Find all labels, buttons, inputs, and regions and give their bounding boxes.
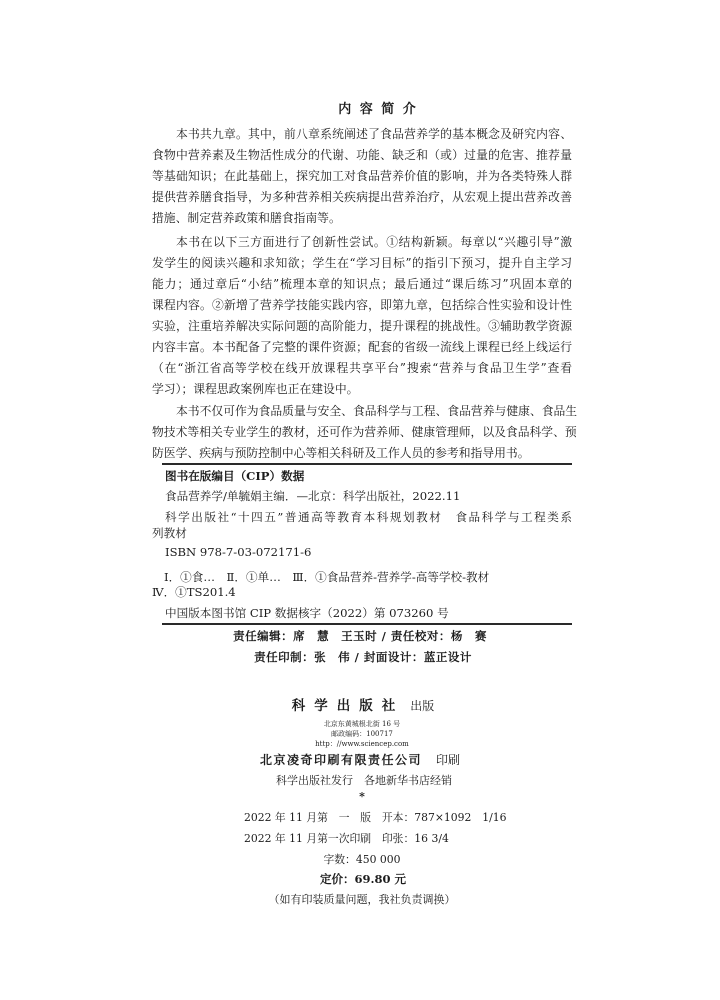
production-credits: 责任印制：张 伟 / 封面设计：蓝正设计 bbox=[254, 650, 472, 664]
separator-asterisk: * bbox=[359, 790, 365, 803]
publisher-action: 出版 bbox=[410, 699, 435, 713]
text-line: 实验，注重培养解决实际问题的高阶能力，提升课程的挑战性。③辅助教学资源 bbox=[152, 319, 572, 333]
divider-bottom bbox=[162, 623, 572, 625]
text-line: 发学生的阅读兴趣和求知欲；学生在“学习目标”的指引下预习，提升自主学习 bbox=[152, 256, 572, 270]
text-line: 本书在以下三方面进行了创新性尝试。①结构新颖。每章以“兴趣引导”激 bbox=[176, 235, 572, 249]
text-line: 物技术等相关专业学生的教材，还可作为营养师、健康管理师，以及食品科学、预 bbox=[152, 425, 577, 439]
publisher-postcode: 邮政编码：100717 bbox=[331, 730, 393, 738]
distribution-line: 科学出版社发行 各地新华书店经销 bbox=[276, 774, 452, 787]
text-line: 内容丰富。本书配备了完整的课件资源；配套的省级一流线上课程已经上线运行 bbox=[152, 340, 572, 354]
word-count: 字数：450 000 bbox=[323, 853, 401, 866]
printer-action: 印刷 bbox=[436, 753, 461, 767]
cip-number: 中国版本图书馆 CIP 数据核字（2022）第 073260 号 bbox=[165, 606, 449, 620]
cip-isbn: ISBN 978-7-03-072171-6 bbox=[165, 545, 312, 559]
text-line: 食物中营养素及生物活性成分的代谢、功能、缺乏和（或）过量的危害、推荐量 bbox=[152, 148, 572, 162]
summary-paragraph-3 bbox=[152, 401, 578, 464]
text-line: 防医学、疾病与预防控制中心等相关科研及工作人员的参考和指导用书。 bbox=[152, 446, 530, 460]
publisher-logo: 科学出版社 bbox=[291, 698, 405, 714]
text-line: （在“浙江省高等学校在线开放课程共享平台”搜索“营养与食品卫生学”查看 bbox=[152, 361, 572, 375]
text-line: 本书共九章。其中，前八章系统阐述了食品营养学的基本概念及研究内容、 bbox=[176, 127, 572, 141]
text-line: 课程内容。②新增了营养学技能实践内容，即第九章，包括综合性实验和设计性 bbox=[152, 298, 572, 312]
cip-heading: 图书在版编目（CIP）数据 bbox=[165, 469, 305, 483]
edition-info: 2022 年 11 月第 一 版 开本：787×1092 1/16 bbox=[244, 811, 507, 824]
cip-entry: 食品营养学/单毓娟主编．—北京：科学出版社，2022.11 bbox=[165, 489, 461, 503]
printing-info: 2022 年 11 月第一次印刷 印张：16 3/4 bbox=[244, 832, 449, 845]
text-line: 提供营养膳食指导，为多种营养相关疾病提出营养治疗，从宏观上提出营养改善 bbox=[152, 190, 572, 204]
cip-series-line: 列教材 bbox=[152, 526, 187, 540]
page-title: 内 容 简 介 bbox=[338, 102, 418, 117]
summary-paragraph-2 bbox=[152, 232, 572, 400]
cip-series-line: 科学出版社“十四五”普通高等教育本科规划教材 食品科学与工程类系 bbox=[165, 510, 572, 524]
text-line: 等基础知识；在此基础上，探究加工对食品营养价值的影响，并为各类特殊人群 bbox=[152, 169, 572, 183]
price: 定价：69.80 元 bbox=[319, 872, 406, 886]
text-line: 本书不仅可作为食品质量与安全、食品科学与工程、食品营养与健康、食品生 bbox=[176, 404, 578, 418]
publisher-line bbox=[0, 697, 720, 715]
divider-top bbox=[162, 463, 572, 465]
printer-line bbox=[0, 752, 720, 769]
text-line: 学习）；课程思政案例库也正在建设中。 bbox=[152, 382, 359, 396]
editor-credits: 责任编辑：席 慧 王玉时 / 责任校对：杨 赛 bbox=[233, 629, 487, 643]
quality-notice: （如有印装质量问题，我社负责调换） bbox=[268, 893, 456, 906]
publisher-website: http：//www.sciencep.com bbox=[315, 740, 409, 748]
text-line: 措施、制定营养政策和膳食指南等。 bbox=[152, 211, 341, 225]
printer-name: 北京凌奇印刷有限责任公司 bbox=[259, 753, 422, 767]
summary-paragraph-1 bbox=[152, 124, 572, 229]
publisher-address: 北京东黄城根北街 16 号 bbox=[323, 720, 401, 728]
cip-classification-line: Ⅳ．①TS201.4 bbox=[152, 585, 236, 599]
cip-classification-line: Ⅰ．①食… Ⅱ．①单… Ⅲ．①食品营养-营养学-高等学校-教材 bbox=[164, 570, 490, 584]
text-line: 能力；通过章后“小结”梳理本章的知识点；最后通过“课后练习”巩固本章的 bbox=[152, 277, 572, 291]
